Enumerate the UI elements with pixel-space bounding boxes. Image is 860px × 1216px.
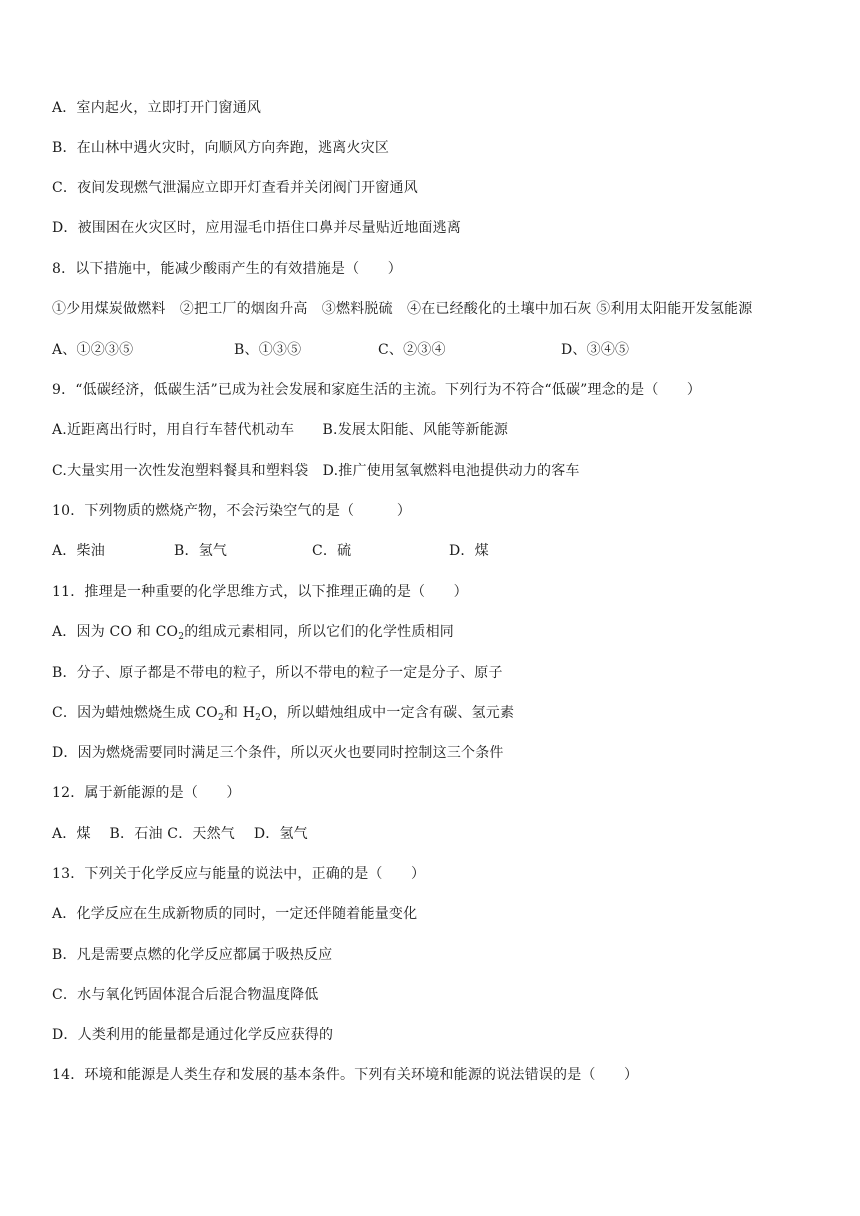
q9-stem: 9．“低碳经济，低碳生活”已成为社会发展和家庭生活的主流。下列行为不符合“低碳”理念的是（ ） (52, 382, 702, 398)
q11-stem: 11．推理是一种重要的化学思维方式，以下推理正确的是（ ） (52, 584, 468, 600)
q7-option-d: D．被围困在火灾区时，应用湿毛巾捂住口鼻并尽量贴近地面逃离 (52, 220, 462, 236)
q10-stem: 10．下列物质的燃烧产物，不会污染空气的是（ ） (52, 503, 412, 519)
q11-a-post: 的组成元素相同，所以它们的化学性质相同 (184, 624, 454, 640)
q13-option-d: D．人类利用的能量都是通过化学反应获得的 (52, 1027, 334, 1043)
q8-option-c: C、②③④ (378, 342, 446, 358)
q13-option-a: A．化学反应在生成新物质的同时，一定还伴随着能量变化 (52, 906, 418, 922)
q10-option-d: D．煤 (449, 543, 489, 559)
q13-stem: 13．下列关于化学反应与能量的说法中，正确的是（ ） (52, 866, 426, 882)
q12-stem: 12．属于新能源的是（ ） (52, 785, 241, 801)
q10-option-a: A．柴油 (52, 543, 105, 559)
q8-option-b: B、①③⑤ (234, 342, 302, 358)
q7-option-c: C．夜间发现燃气泄漏应立即开灯查看并关闭阀门开窗通风 (52, 180, 418, 196)
q11-c-sub2: 2 (255, 713, 262, 723)
q11-option-a (52, 621, 454, 643)
q9-options-ab: A.近距离出行时，用自行车替代机动车 B.发展太阳能、风能等新能源 (52, 422, 509, 438)
q14-stem: 14．环境和能源是人类生存和发展的基本条件。下列有关环境和能源的说法错误的是（ ） (52, 1067, 639, 1083)
q7-option-b: B．在山林中遇火灾时，向顺风方向奔跑，逃离火灾区 (52, 140, 390, 156)
q10-option-b: B．氢气 (174, 543, 228, 559)
q8-options-row (52, 339, 812, 361)
q11-option-b: B．分子、原子都是不带电的粒子，所以不带电的粒子一定是分子、原子 (52, 665, 503, 681)
q8-option-d: D、③④⑤ (561, 342, 630, 358)
q11-option-c (52, 702, 514, 724)
q10-option-c: C．硫 (312, 543, 352, 559)
q13-option-c: C．水与氧化钙固体混合后混合物温度降低 (52, 987, 319, 1003)
q11-option-d: D．因为燃烧需要同时满足三个条件，所以灭火也要同时控制这三个条件 (52, 745, 504, 761)
q9-options-cd: C.大量实用一次性发泡塑料餐具和塑料袋 D.推广使用氢氧燃料电池提供动力的客车 (52, 463, 580, 479)
q8-option-a: A、①②③⑤ (52, 342, 134, 358)
q8-stem: 8．以下措施中，能减少酸雨产生的有效措施是（ ） (52, 261, 402, 277)
q10-options-row (52, 540, 552, 562)
q12-options: A．煤 B．石油 C．天然气 D．氢气 (52, 826, 308, 842)
q8-statements: ①少用煤炭做燃料 ②把工厂的烟囱升高 ③燃料脱硫 ④在已经酸化的土壤中加石灰 ⑤利用太阳能开发氢能源 (52, 301, 753, 317)
q11-c-sub1: 2 (217, 713, 224, 723)
q11-c-pre: C．因为蜡烛燃烧生成 CO (52, 705, 218, 721)
q7-option-a: A．室内起火，立即打开门窗通风 (52, 100, 262, 116)
q11-a-sub: 2 (178, 632, 185, 642)
q11-c-post: O，所以蜡烛组成中一定含有碳、氢元素 (261, 705, 515, 721)
q13-option-b: B．凡是需要点燃的化学反应都属于吸热反应 (52, 947, 333, 963)
q11-a-pre: A．因为 CO 和 CO (52, 624, 179, 640)
q11-c-mid: 和 H (223, 705, 256, 721)
